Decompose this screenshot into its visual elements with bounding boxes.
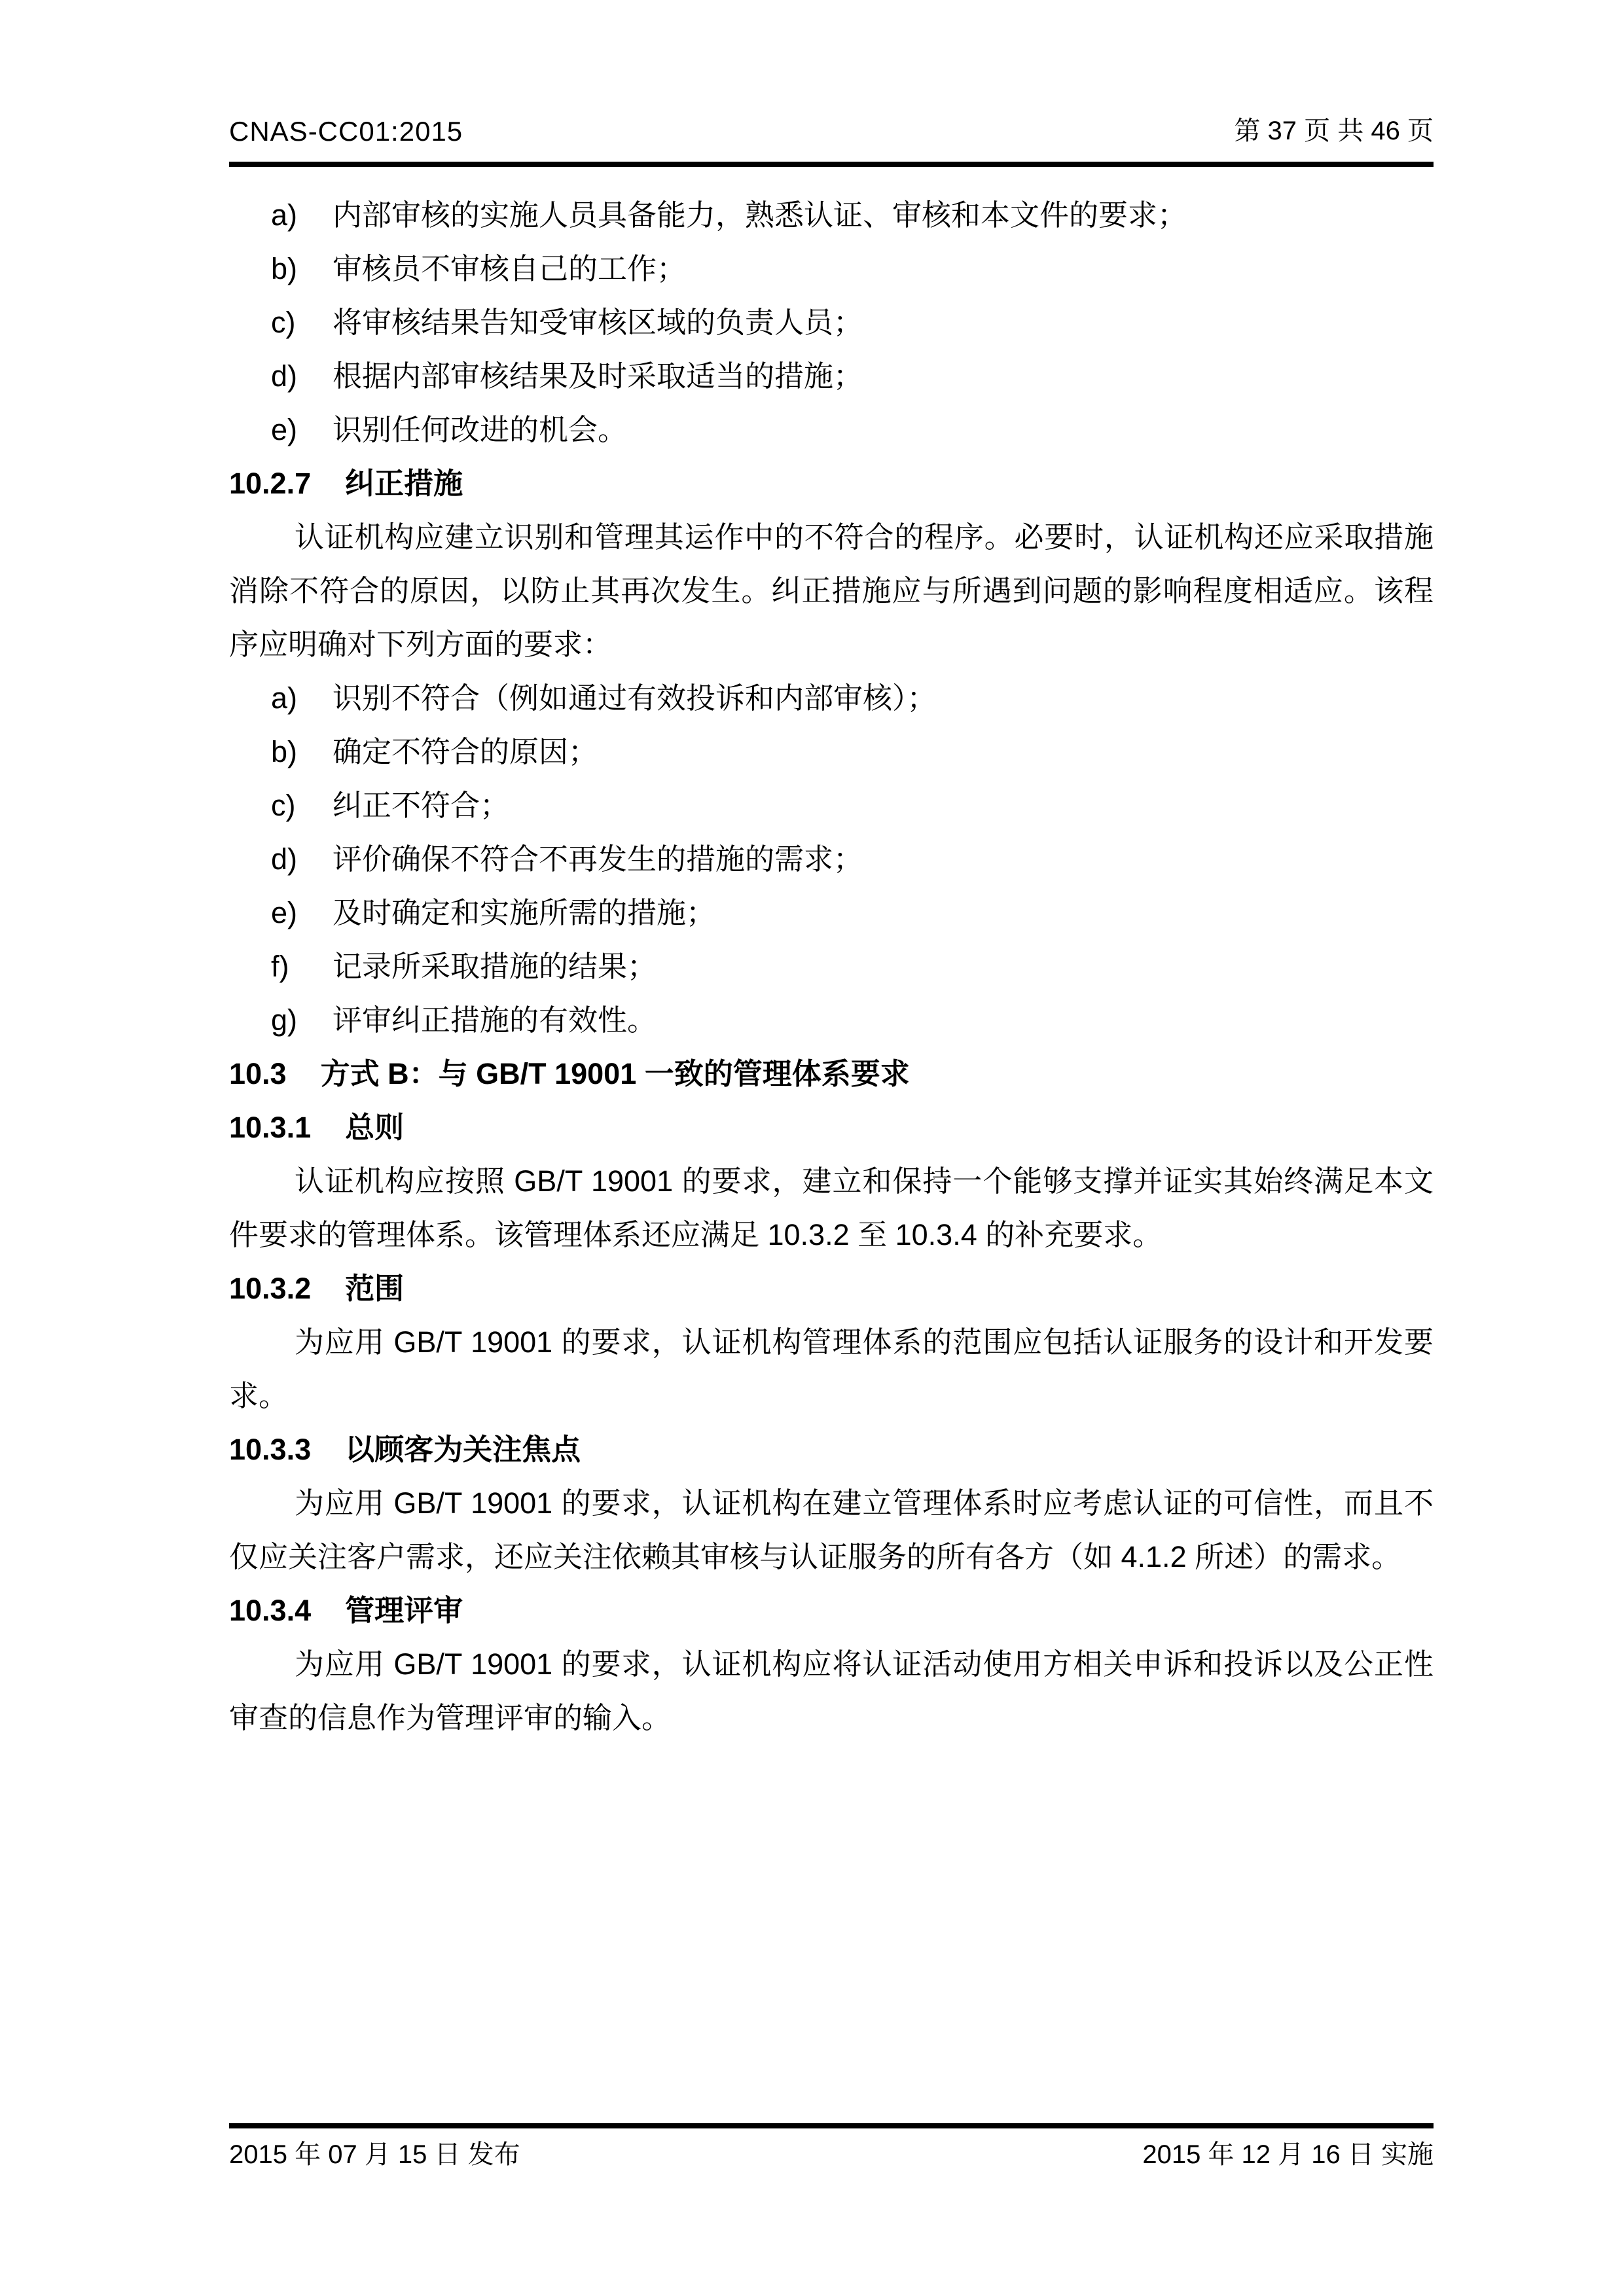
list-item-marker: d) (271, 359, 298, 393)
section-number: 10.3.3 (229, 1433, 312, 1466)
section-heading-10-3 (229, 1047, 1434, 1101)
list-internal-audit (229, 188, 1434, 457)
section-heading-10-3-4 (229, 1584, 1434, 1638)
list-item-text: 内部审核的实施人员具备能力，熟悉认证、审核和本文件的要求； (333, 198, 1187, 232)
list-item-text: 纠正不符合； (333, 789, 510, 822)
list-item (229, 779, 1434, 833)
list-item-text: 审核员不审核自己的工作； (333, 252, 687, 285)
section-number: 10.3.1 (229, 1111, 312, 1144)
list-item-text: 确定不符合的原因； (333, 735, 598, 768)
doc-code: CNAS-CC01:2015 (229, 116, 463, 147)
list-item-marker: b) (271, 735, 298, 768)
section-title: 范围 (345, 1272, 405, 1305)
issue-date: 2015 年 07 月 15 日 发布 (229, 2140, 520, 2169)
paragraph: 为应用 GB/T 19001 的要求，认证机构在建立管理体系时应考虑认证的可信性，而且不仅应关注客户需求，还应关注依赖其审核与认证服务的所有各方（如 4.1.2 所述）的需求。 (229, 1486, 1434, 1573)
section-number: 10.2.7 (229, 467, 312, 500)
section-title: 方式 B：与 GB/T 19001 一致的管理体系要求 (320, 1057, 910, 1090)
list-item (229, 242, 1434, 296)
list-item (229, 403, 1434, 457)
list-item-marker: g) (271, 1003, 298, 1037)
list-item (229, 296, 1434, 350)
section-title: 总则 (345, 1111, 405, 1144)
list-item-text: 及时确定和实施所需的措施； (333, 896, 716, 929)
page-footer (229, 2134, 1434, 2171)
list-item-text: 评价确保不符合不再发生的措施的需求； (333, 842, 863, 876)
section-heading-10-2-7 (229, 457, 1434, 511)
section-title: 纠正措施 (345, 467, 463, 500)
page-header (229, 110, 1434, 147)
paragraph: 认证机构应建立识别和管理其运作中的不符合的程序。必要时，认证机构还应采取措施消除不符合的原因，以防止其再次发生。纠正措施应与所遇到问题的影响程度相适应。该程序应明确对下列方面的要求： (229, 520, 1434, 661)
section-heading-10-3-1 (229, 1101, 1434, 1155)
list-item-marker: b) (271, 252, 298, 285)
section-heading-10-3-3 (229, 1423, 1434, 1477)
section-number: 10.3.2 (229, 1272, 312, 1305)
list-item-marker: a) (271, 198, 298, 232)
section-title: 以顾客为关注焦点 (345, 1433, 581, 1466)
paragraph: 认证机构应按照 GB/T 19001 的要求，建立和保持一个能够支撑并证实其始终满足本文件要求的管理体系。该管理体系还应满足 10.3.2 至 10.3.4 的补充要求。 (229, 1164, 1434, 1251)
section-heading-10-3-2 (229, 1262, 1434, 1316)
list-item-marker: a) (271, 681, 298, 715)
section-number: 10.3 (229, 1057, 287, 1090)
list-item (229, 994, 1434, 1047)
document-body (229, 188, 1434, 1745)
section-number: 10.3.4 (229, 1594, 312, 1627)
list-item-text: 记录所采取措施的结果； (333, 950, 657, 983)
list-item-text: 识别任何改进的机会。 (333, 413, 628, 446)
list-item (229, 725, 1434, 779)
page-number: 第 37 页 共 46 页 (1234, 117, 1434, 145)
list-item-marker: c) (271, 306, 296, 339)
paragraph: 为应用 GB/T 19001 的要求，认证机构应将认证活动使用方相关申诉和投诉以及公正性审查的信息作为管理评审的输入。 (229, 1647, 1434, 1734)
list-item (229, 188, 1434, 242)
list-item-text: 将审核结果告知受审核区域的负责人员； (333, 306, 863, 339)
list-item-marker: d) (271, 842, 298, 876)
list-item (229, 940, 1434, 994)
list-item (229, 833, 1434, 886)
list-item-text: 识别不符合（例如通过有效投诉和内部审核）； (333, 681, 937, 715)
list-item (229, 350, 1434, 403)
list-item-marker: e) (271, 413, 298, 446)
section-title: 管理评审 (345, 1594, 463, 1627)
list-item-text: 评审纠正措施的有效性。 (333, 1003, 657, 1037)
footer-rule (229, 2123, 1434, 2128)
list-corrective-action (229, 672, 1434, 1047)
list-item-marker: f) (271, 950, 289, 983)
list-item (229, 672, 1434, 725)
list-item (229, 886, 1434, 940)
list-item-marker: c) (271, 789, 296, 822)
header-rule (229, 162, 1434, 167)
list-item-marker: e) (271, 896, 298, 929)
implement-date: 2015 年 12 月 16 日 实施 (1142, 2140, 1434, 2169)
paragraph: 为应用 GB/T 19001 的要求，认证机构管理体系的范围应包括认证服务的设计和开发要求。 (229, 1325, 1434, 1412)
list-item-text: 根据内部审核结果及时采取适当的措施； (333, 359, 863, 393)
